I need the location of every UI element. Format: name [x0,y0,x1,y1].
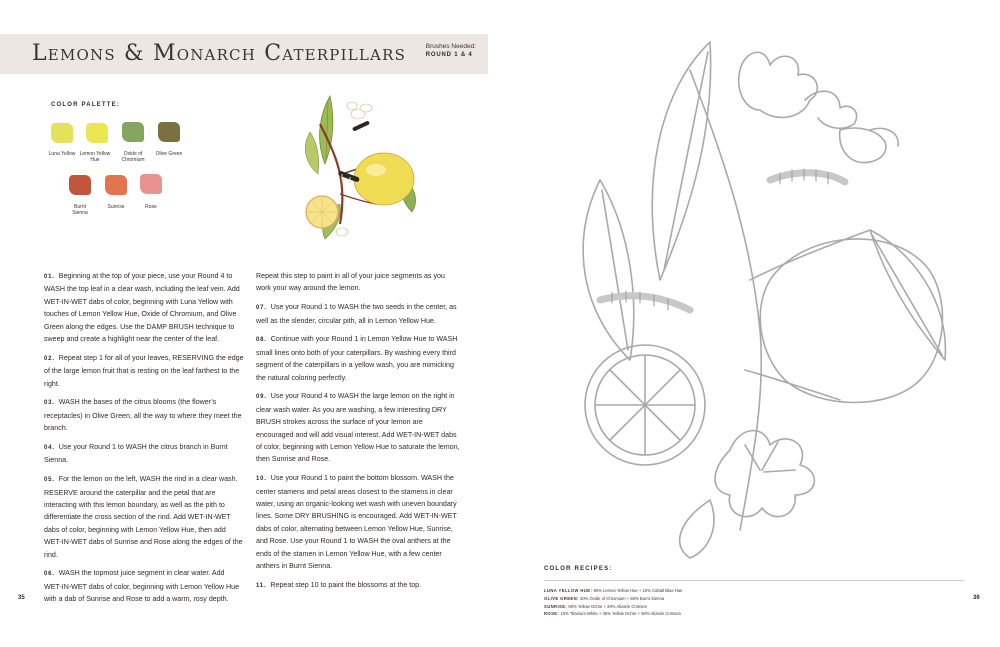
instructions-column-2 [256,270,460,599]
step-02: 02. Repeat step 1 for all of your leaves, RESERVING the edge of the large lemon fruit that is resting on the leaf farthest to the right. [44,353,244,388]
brushes-value: ROUND 1 & 4 [425,52,473,58]
swatch-lemon-yellow-hue [86,123,108,143]
step-11: 11. Repeat step 10 to paint the blossoms at the top. [256,580,422,589]
color-palette-heading: COLOR PALETTE: [51,102,121,108]
step-05: 05. For the lemon on the left, WASH the rind in a clear wash. RESERVE around the caterpillar and the petal that are interacting with this lemon boundary, as well as the pith to differentiate the cross section of the rind. Add WET-IN-WET dabs of color, beginning with Lemon Yellow Hue, then add WET-IN-WET dabs of Sunrise and Rose along the edges of the rind. [44,475,243,559]
swatch-oxide-of-chromium [122,122,144,142]
step-01: 01. Beginning at the top of your piece, use your Round 4 to WASH the top leaf in a clear wash, including the leaf vein. Add WET-IN-WET dabs of color, beginning with Luna Yellow with touches of Lemon Yellow Hue, Oxide of Chromium, and Olive Green along the edges. Use the DAMP BRUSH technique to sweep and create a highlight near the center of the leaf. [44,272,240,344]
recipes-divider [544,580,964,581]
swatch-label: Burnt Sienna [72,204,88,216]
color-recipes [544,566,964,618]
recipe-row: SUNRISE: 80% Yellow Ochre + 20% Alizarin Crimson [544,603,647,609]
swatch-label: Rose [145,204,157,210]
swatch-luna-yellow [51,123,73,143]
instructions-column-1 [44,270,244,612]
swatch-label: Sunrise [107,204,125,210]
swatch-rose [140,174,162,194]
step-10: 10. Use your Round 1 to paint the bottom blossom. WASH the center stamens and petal areas closest to the stamens in clear water, using an organic-looking wet wash with uneven boundary lines. Some DRY BRUSHING is encouraged. Add WET-IN-WET dabs of color, alternating between Lemon Yellow Hue, Sunrise, and Rose. Use your Round 1 to WASH the oval anthers at the ends of the stamen in Lemon Yellow Hue, with a few center anthers in Burnt Sienna. [256,474,457,571]
step-06: 06. WASH the topmost juice segment in clear water. Add WET-IN-WET dabs of color, beginning with Lemon Yellow Hue with a dab of Sunrise and Rose to add a warm, rosy depth. [44,569,240,604]
step-07: 07. Use your Round 1 to WASH the two seeds in the center, as well as the slender, circular pith, all in Lemon Yellow Hue. [256,303,457,325]
recipe-row: ROSE: 10% Titanium White + 40% Yellow Ochre + 50% Alizarin Crimson [544,611,682,617]
swatch-label: Oxide of Chromium [121,151,145,163]
step-03: 03. WASH the bases of the citrus blooms (the flower’s receptacles) in Olive Green, all the way to where they meet the branch. [44,398,242,433]
brushes-label: Brushes Needed: [425,43,476,50]
lemon-caterpillar-illustration [280,84,430,244]
color-recipes-heading: COLOR RECIPES: [544,566,613,572]
swatch-olive-green [158,122,180,142]
page-number-right: 36 [973,595,980,601]
title-banner [0,34,488,74]
page-number-left: 35 [18,595,25,601]
step-08: 08. Continue with your Round 1 in Lemon Yellow Hue to WASH small lines onto both of your caterpillars. By washing every third segment of the caterpillars in a yellow wash, you are mimicking the natural coloring perfectly. [256,335,458,382]
step-06-continued: Repeat this step to paint in all of your juice segments as you work your way around the lemon. [256,272,445,293]
recipe-row: LUNA YELLOW HUE: 90% Lemon Yellow Hue + 10% Cobalt Blue Hue [544,588,683,593]
swatch-sunrise [105,175,127,195]
brushes-needed [426,43,476,58]
right-page [500,0,1000,647]
recipe-row: OLIVE GREEN: 40% Oxide of Chromium + 60% Burnt Sienna [544,595,665,601]
page-title: Lemons & Monarch Caterpillars [32,41,407,66]
swatch-label: Olive Green [155,151,183,157]
step-04: 04. Use your Round 1 to WASH the citrus branch in Burnt Sienna. [44,443,228,465]
line-art-drawing [540,30,980,560]
swatch-burnt-sienna [69,175,91,195]
swatch-label: Luna Yellow [48,151,76,157]
swatch-label: Lemon Yellow Hue [79,151,111,163]
step-09: 09. Use your Round 4 to WASH the large lemon on the right in clear wash water. As you are washing, a few interesting DRY BRUSH strokes across the surface of your lemon are encouraged and will add visual interest. Add WET-IN-WET dabs of color, beginning with Lemon Yellow Hue to saturate the lemon, then Sunrise and Rose. [256,392,460,464]
